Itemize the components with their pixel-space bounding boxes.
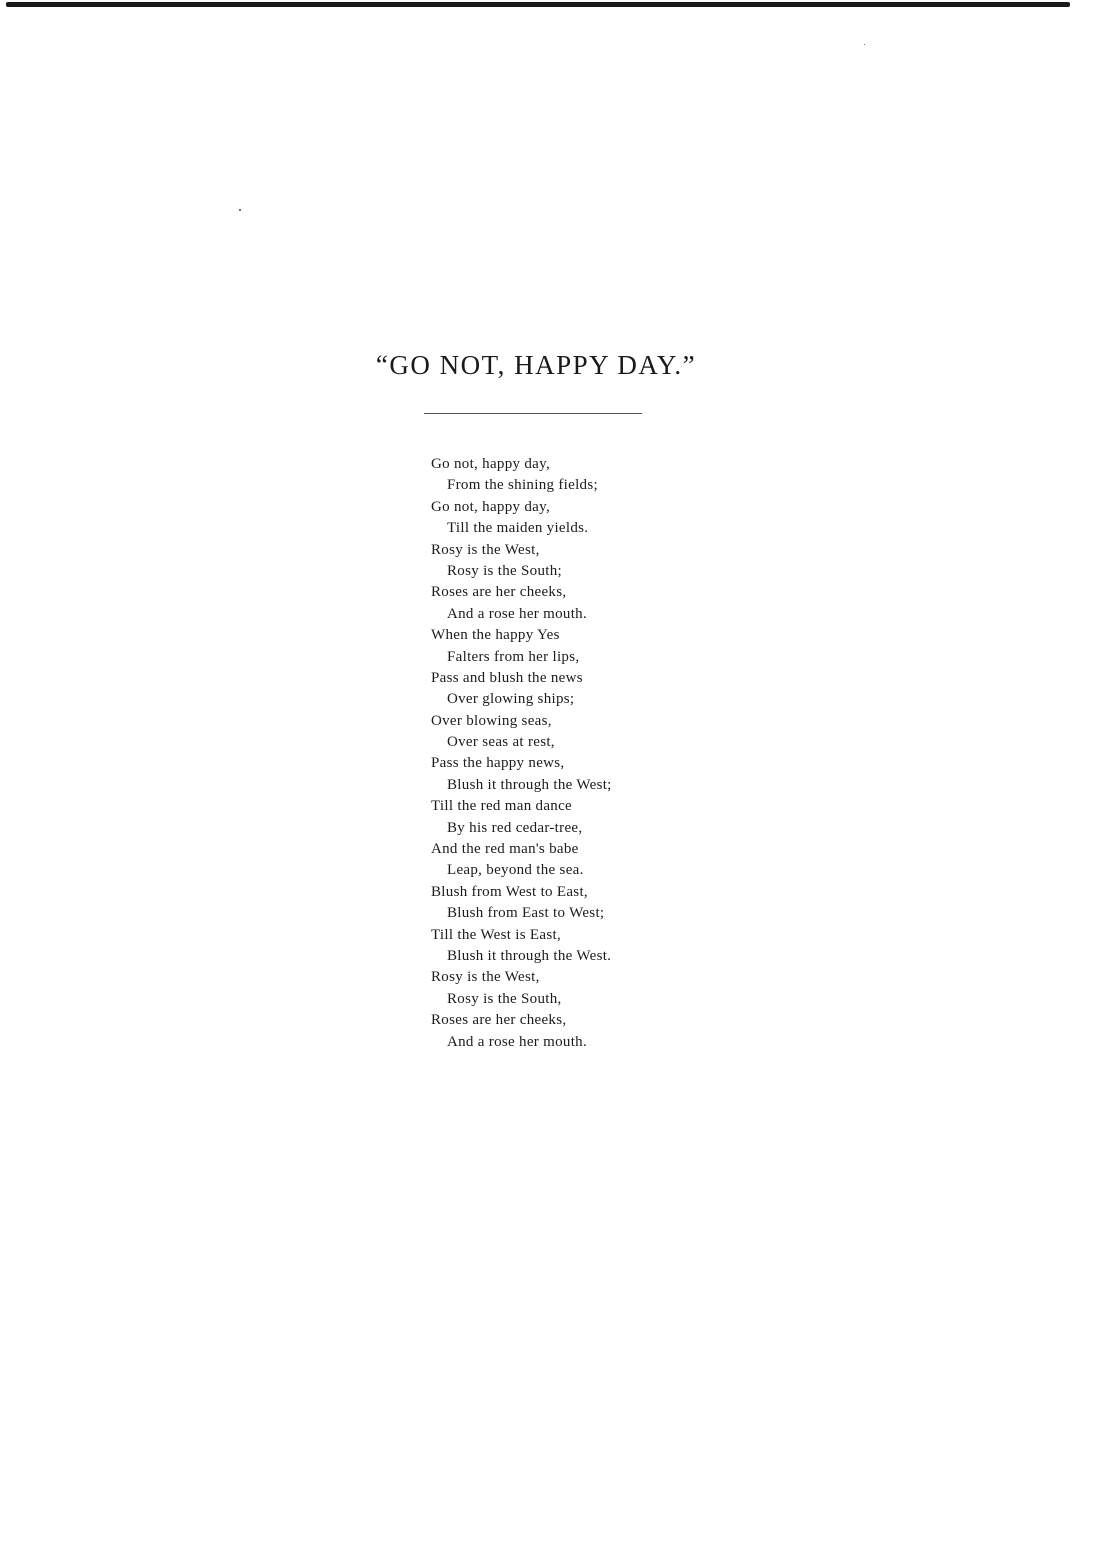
paper-speck [864, 44, 865, 45]
poem-line: Go not, happy day, [431, 456, 550, 472]
poem-line: Rosy is the West, [431, 541, 540, 558]
poem-line: From the shining fields; [447, 477, 598, 494]
poem-line: Till the red man dance [431, 798, 573, 815]
poem-line: Blush it through the West; [447, 776, 612, 793]
poem-line: Rosy is the South, [447, 990, 562, 1007]
poem-line: Pass and blush the news [431, 669, 583, 686]
poem-line: Falters from her lips, [447, 648, 580, 665]
poem-line: Blush from East to West; [447, 905, 605, 922]
poem-line: Roses are her cheeks, [431, 584, 567, 601]
poem-line: Over blowing seas, [431, 712, 552, 729]
poem-line: Roses are her cheeks, [431, 1012, 567, 1029]
poem-line: When the happy Yes [431, 627, 560, 644]
poem-body [431, 454, 612, 1053]
poem-line: Leap, beyond the sea. [447, 862, 584, 879]
poem-line: Rosy is the South; [447, 562, 562, 579]
poem-line: And a rose her mouth. [447, 605, 588, 622]
top-border-rule [6, 2, 1070, 7]
poem-line: Till the maiden yields. [447, 520, 589, 537]
poem-line: Over seas at rest, [447, 734, 555, 751]
poem-line: Blush from West to East, [431, 883, 588, 900]
poem-line: And the red man's babe [431, 841, 579, 858]
poem-line: Go not, happy day, [431, 498, 550, 515]
poem-line: Blush it through the West. [447, 947, 612, 964]
paper-speck [239, 209, 241, 211]
poem-line: Over glowing ships; [447, 691, 575, 708]
poem-line: And a rose her mouth. [447, 1033, 588, 1050]
poem-title: “GO NOT, HAPPY DAY.” [375, 350, 697, 380]
title-divider [424, 413, 642, 414]
poem-line: Till the West is East, [431, 926, 561, 943]
poem-line: Pass the happy news, [431, 755, 565, 772]
poem-line: By his red cedar-tree, [447, 819, 583, 836]
poem-line: Rosy is the West, [431, 969, 540, 986]
